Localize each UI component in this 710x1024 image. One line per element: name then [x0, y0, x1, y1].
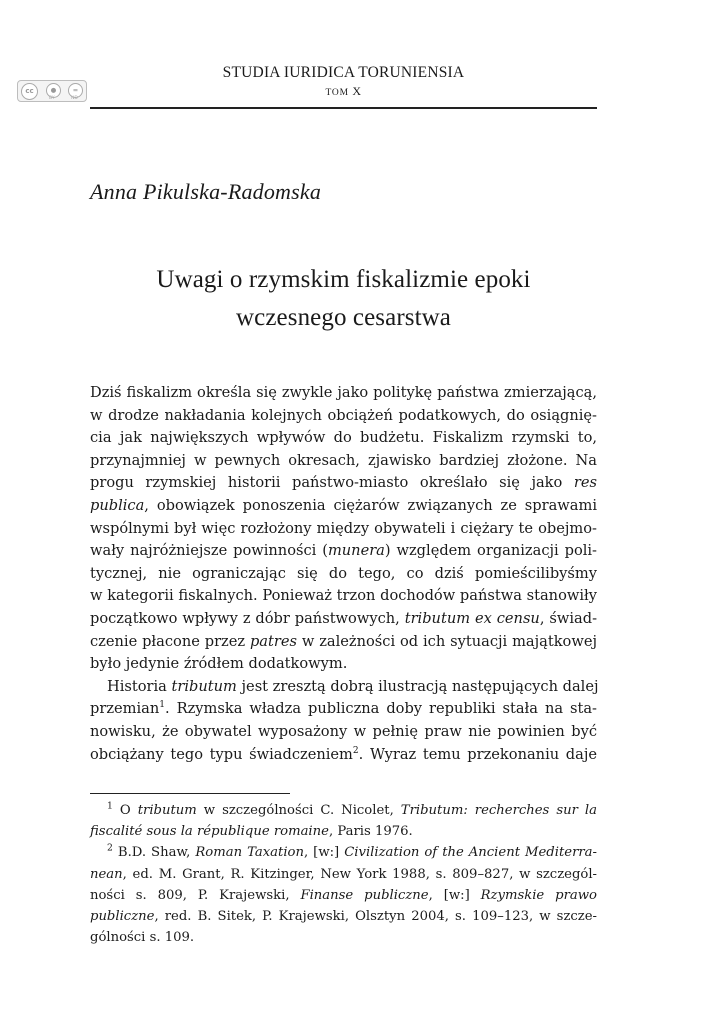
- text-run: w szczególności C. Nicolet,: [196, 803, 401, 818]
- text-run: progu rzymskiej historii państwo-miasto określało się jako: [90, 474, 574, 492]
- title-line-1: Uwagi o rzymskim fiskalizmie epoki: [156, 266, 531, 293]
- cc-icon: cc: [21, 83, 38, 100]
- text-run: , świad-: [539, 609, 597, 627]
- body-text: [90, 382, 597, 766]
- text-run: przemian: [90, 700, 160, 718]
- italic-term: Tributum: recherches sur la: [400, 803, 597, 818]
- footnote-line: [90, 885, 597, 906]
- text-run: . Wyraz temu przekonaniu daje: [358, 745, 597, 763]
- footnote-rule: [90, 793, 290, 794]
- body-line: cia jak największych wpływów do budżetu. Fiskalizm rzymski to,: [90, 429, 597, 447]
- footnote-line: [90, 821, 597, 842]
- footnotes: [90, 800, 597, 948]
- italic-term: tributum: [171, 677, 237, 695]
- text-run: , [w:]: [303, 845, 345, 861]
- footnote-line: [90, 800, 597, 821]
- body-line: [90, 676, 597, 699]
- text-run: O: [112, 803, 138, 818]
- italic-term: nean: [90, 866, 123, 882]
- body-line: wspólnymi był więc rozłożony między obywateli i ciężary te obejmo-: [90, 519, 597, 537]
- volume-prefix: TOM: [325, 88, 349, 98]
- footnote-ref[interactable]: 1: [159, 700, 166, 711]
- italic-term: Civilization of the Ancient Mediterra-: [344, 845, 597, 861]
- footnote-line: [90, 864, 597, 885]
- body-line: nowisku, że obywatel wyposażony w pełnię praw nie powinien być: [90, 722, 597, 740]
- text-run: czenie płacone przez: [90, 632, 250, 650]
- text-run: , Paris 1976.: [328, 824, 413, 840]
- footnote-line: gólności s. 109.: [90, 930, 195, 946]
- text-run: ) względem organizacji poli-: [384, 542, 597, 560]
- by-icon: ●: [46, 83, 61, 98]
- italic-term: publiczne: [90, 908, 155, 924]
- body-line: przynajmniej w pewnych okresach, zjawisko bardziej złożone. Na: [90, 451, 597, 469]
- text-run: jest zresztą dobrą ilustracją następujących dalej: [236, 677, 599, 695]
- italic-term: tributum: [137, 803, 197, 818]
- text-run: Historia: [107, 677, 172, 695]
- body-line: [90, 608, 597, 631]
- nd-label: ND: [71, 96, 78, 101]
- license-badge[interactable]: [17, 80, 87, 102]
- nd-icon: =: [68, 83, 83, 98]
- author-name: Anna Pikulska-Radomska: [90, 179, 322, 204]
- footnote-line: [90, 906, 597, 927]
- text-run: obciążany tego typu świadczeniem: [90, 745, 353, 763]
- header-rule: [90, 107, 597, 109]
- italic-term: fiscalité sous la république romaine: [90, 824, 329, 840]
- volume-number: X: [352, 84, 362, 98]
- italic-term: Roman Taxation: [195, 845, 304, 861]
- text-run: wały najróżniejsze powinności (: [90, 542, 328, 560]
- body-line: [90, 698, 597, 721]
- text-run: w zależności od ich sytuacji majątkowej: [296, 632, 597, 650]
- text-run: . Rzymska władza publiczna doby republiki stała na sta-: [165, 700, 597, 718]
- body-line: [90, 744, 597, 767]
- body-line: było jedynie źródłem dodatkowym.: [90, 655, 348, 673]
- footnote-ref[interactable]: 2: [352, 745, 359, 756]
- body-line: w kategorii fiskalnych. Ponieważ trzon dochodów państwa stanowiły: [90, 587, 597, 605]
- text-run: , red. B. Sitek, P. Krajewski, Olsztyn 2004, s. 109–123, w szcze-: [154, 908, 597, 924]
- title-line-2: wczesnego cesarstwa: [236, 304, 451, 331]
- body-line: w drodze nakładania kolejnych obciążeń podatkowych, do osiągnię-: [90, 406, 597, 424]
- italic-term: patres: [249, 632, 297, 650]
- journal-title: STUDIA IURIDICA TORUNIENSIA: [222, 64, 465, 81]
- article-title: [90, 261, 597, 337]
- italic-term: tributum ex censu: [404, 609, 540, 627]
- text-run: , obowiązek ponoszenia ciężarów związanych ze sprawami: [144, 496, 597, 514]
- italic-term: res: [573, 474, 597, 492]
- body-line: tycznej, nie ograniczając się do tego, co dziś pomieścilibyśmy: [90, 564, 597, 582]
- footnote-line: [90, 842, 597, 863]
- body-line: Dziś fiskalizm określa się zwykle jako politykę państwa zmierzającą,: [90, 384, 597, 401]
- body-line: [90, 472, 597, 495]
- text-run: B.D. Shaw,: [112, 845, 196, 861]
- italic-term: munera: [327, 542, 385, 560]
- by-label: BY: [49, 96, 55, 101]
- italic-term: publica: [90, 496, 145, 514]
- footnote-number: 1: [107, 800, 113, 812]
- volume-label: [90, 84, 597, 100]
- text-run: , ed. M. Grant, R. Kitzinger, New York 1988, s. 809–827, w szczegól-: [122, 866, 597, 882]
- body-line: [90, 631, 597, 654]
- italic-term: Finanse publiczne: [300, 887, 429, 903]
- text-run: , [w:]: [428, 887, 481, 903]
- footnote-number: 2: [107, 842, 113, 854]
- text-run: ności s. 809, P. Krajewski,: [90, 887, 301, 903]
- text-run: początkowo wpływy z dóbr państwowych,: [90, 609, 405, 627]
- italic-term: Rzymskie prawo: [480, 887, 597, 903]
- body-line: [90, 495, 597, 518]
- body-line: [90, 540, 597, 563]
